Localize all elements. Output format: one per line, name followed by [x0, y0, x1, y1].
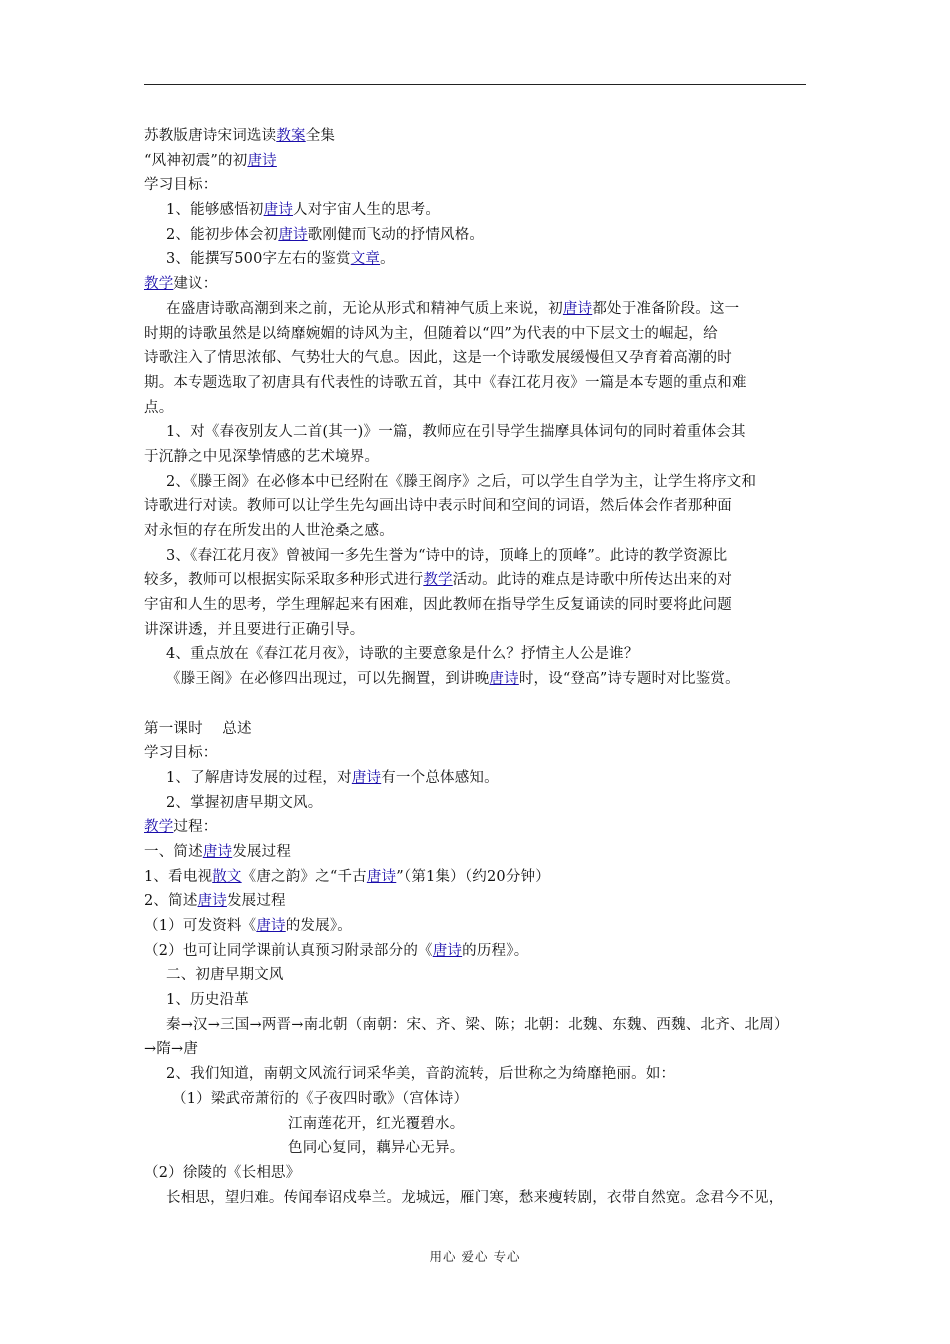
link-tangshi[interactable]: 唐诗 [562, 300, 593, 317]
history-heading: 1、历史沿革 [166, 992, 249, 1009]
step-1-item-2a: （1）可发资料《唐诗的发展》。 [144, 918, 352, 934]
style-heading: 2、我们知道，南朝文风流行词采华美，音韵流转，后世称之为绮靡艳丽。如： [166, 1066, 676, 1083]
link-tangshi[interactable]: 唐诗 [197, 893, 227, 910]
paragraph-line: 对永恒的存在所发出的人世沧桑之感。 [144, 523, 394, 539]
paragraph-line: 点。 [144, 399, 174, 416]
lesson-goal-2: 2、掌握初唐早期文风。 [166, 794, 323, 811]
lesson-title: 第一课时 总述 [144, 720, 252, 737]
section-title: “风神初震”的初唐诗 [144, 152, 277, 169]
poem-2-title: （2）徐陵的《长相思》 [144, 1164, 301, 1181]
history-line: →隋→唐 [144, 1041, 199, 1058]
advice-item-2: 2、《滕王阁》在必修本中已经附在《滕王阁序》之后，可以学生自学为主，让学生将序文和 [166, 473, 757, 490]
lesson-goal-1: 1、了解唐诗发展的过程，对唐诗有一个总体感知。 [166, 769, 499, 786]
link-jiaoxue[interactable]: 教学 [423, 572, 453, 589]
link-tangshi[interactable]: 唐诗 [489, 671, 519, 688]
history-line: 秦→汉→三国→两晋→南北朝（南朝：宋、齐、梁、陈；北朝：北魏、东魏、西魏、北齐、北周） [166, 1016, 789, 1033]
link-tangshi[interactable]: 唐诗 [432, 942, 463, 959]
poem-line: 江南莲花开，红光覆碧水。 [288, 1115, 465, 1132]
link-tangshi[interactable]: 唐诗 [256, 918, 286, 934]
paragraph-line: 较多，教师可以根据实际采取多种形式进行教学活动。此诗的难点是诗歌中所传达出来的对 [144, 572, 733, 589]
goal-3: 3、能撰写500字左右的鉴赏文章。 [166, 251, 395, 268]
poem-1-title: （1）梁武帝萧衍的《子夜四时歌》（宫体诗） [172, 1090, 469, 1107]
link-tangshi[interactable]: 唐诗 [247, 152, 277, 169]
paragraph-line: 诗歌进行对读。教师可以让学生先勾画出诗中表示时间和空间的词语，然后体会作者那种面 [144, 498, 732, 515]
step-1-item-2: 2、简述唐诗发展过程 [144, 893, 286, 910]
advice-label: 教学建议： [144, 276, 218, 293]
blank-line [144, 692, 806, 717]
link-jiaoxue[interactable]: 教学 [144, 276, 174, 293]
page-footer: 用心 爱心 专心 [429, 1249, 521, 1264]
link-tangshi[interactable]: 唐诗 [351, 769, 382, 786]
poem-line: 长相思，望归难。传闻奉诏戍皋兰。龙城远，雁门寒，愁来瘦转剧，衣带自然宽。念君今不见， [166, 1189, 784, 1206]
advice-item-4: 4、重点放在《春江花月夜》，诗歌的主要意象是什么？抒情主人公是谁？ [166, 646, 639, 663]
poem-line: 色同心复同，藕异心无异。 [288, 1140, 465, 1157]
link-tangshi[interactable]: 唐诗 [202, 843, 233, 860]
goals-label: 学习目标： [144, 745, 218, 762]
goals-label: 学习目标： [144, 177, 218, 194]
advice-item-3: 3、《春江花月夜》曾被闻一多先生誉为“诗中的诗，顶峰上的顶峰”。此诗的教学资源比 [166, 547, 728, 564]
step-1-item-2b: （2）也可让同学课前认真预习附录部分的《唐诗的历程》。 [144, 942, 529, 959]
link-tangshi[interactable]: 唐诗 [278, 226, 308, 243]
document-body [144, 124, 806, 1210]
paragraph-line: 讲深讲透，并且要进行正确引导。 [144, 621, 365, 638]
link-tangshi[interactable]: 唐诗 [263, 202, 294, 219]
process-label: 教学过程： [144, 819, 218, 836]
link-jiaoxue[interactable]: 教学 [144, 819, 174, 836]
advice-item-5: 《滕王阁》在必修四出现过，可以先搁置，到讲晚唐诗时，设“登高”诗专题时对比鉴赏。 [166, 671, 740, 688]
link-jiaoan[interactable]: 教案 [276, 128, 306, 144]
paragraph-line: 宇宙和人生的思考，学生理解起来有困难，因此教师在指导学生反复诵读的同时要将此问题 [144, 597, 732, 614]
link-tangshi[interactable]: 唐诗 [366, 868, 397, 885]
step-1-item-1: 1、看电视散文《唐之韵》之“千古唐诗”（第1集）（约20分钟） [144, 868, 550, 885]
goal-2: 2、能初步体会初唐诗歌刚健而飞动的抒情风格。 [166, 226, 485, 243]
paragraph-line: 在盛唐诗歌高潮到来之前，无论从形式和精神气质上来说，初唐诗都处于准备阶段。这一 [166, 300, 740, 317]
advice-item-1: 1、对《春夜别友人二首(其一)》一篇，教师应在引导学生揣摩具体词句的同时着重体会其 [166, 424, 746, 441]
step-2-heading: 二、初唐早期文风 [166, 967, 284, 984]
paragraph-line: 于沉静之中见深挚情感的艺术境界。 [144, 448, 380, 465]
goal-1: 1、能够感悟初唐诗人对宇宙人生的思考。 [166, 202, 441, 219]
document-title: 苏教版唐诗宋词选读教案全集 [144, 128, 336, 144]
paragraph-line: 时期的诗歌虽然是以绮靡婉媚的诗风为主，但随着以“四”为代表的中下层文士的崛起，给 [144, 325, 718, 342]
step-1-heading: 一、简述唐诗发展过程 [144, 843, 292, 860]
paragraph-line: 诗歌注入了情思浓郁、气势壮大的气息。因此，这是一个诗歌发展缓慢但又孕育着高潮的时 [144, 350, 732, 367]
link-sanwen[interactable]: 散文 [212, 868, 242, 885]
paragraph-line: 期。本专题选取了初唐具有代表性的诗歌五首，其中《春江花月夜》一篇是本专题的重点和难 [144, 374, 747, 391]
header-rule [144, 84, 806, 85]
link-wenzhang[interactable]: 文章 [350, 251, 381, 268]
